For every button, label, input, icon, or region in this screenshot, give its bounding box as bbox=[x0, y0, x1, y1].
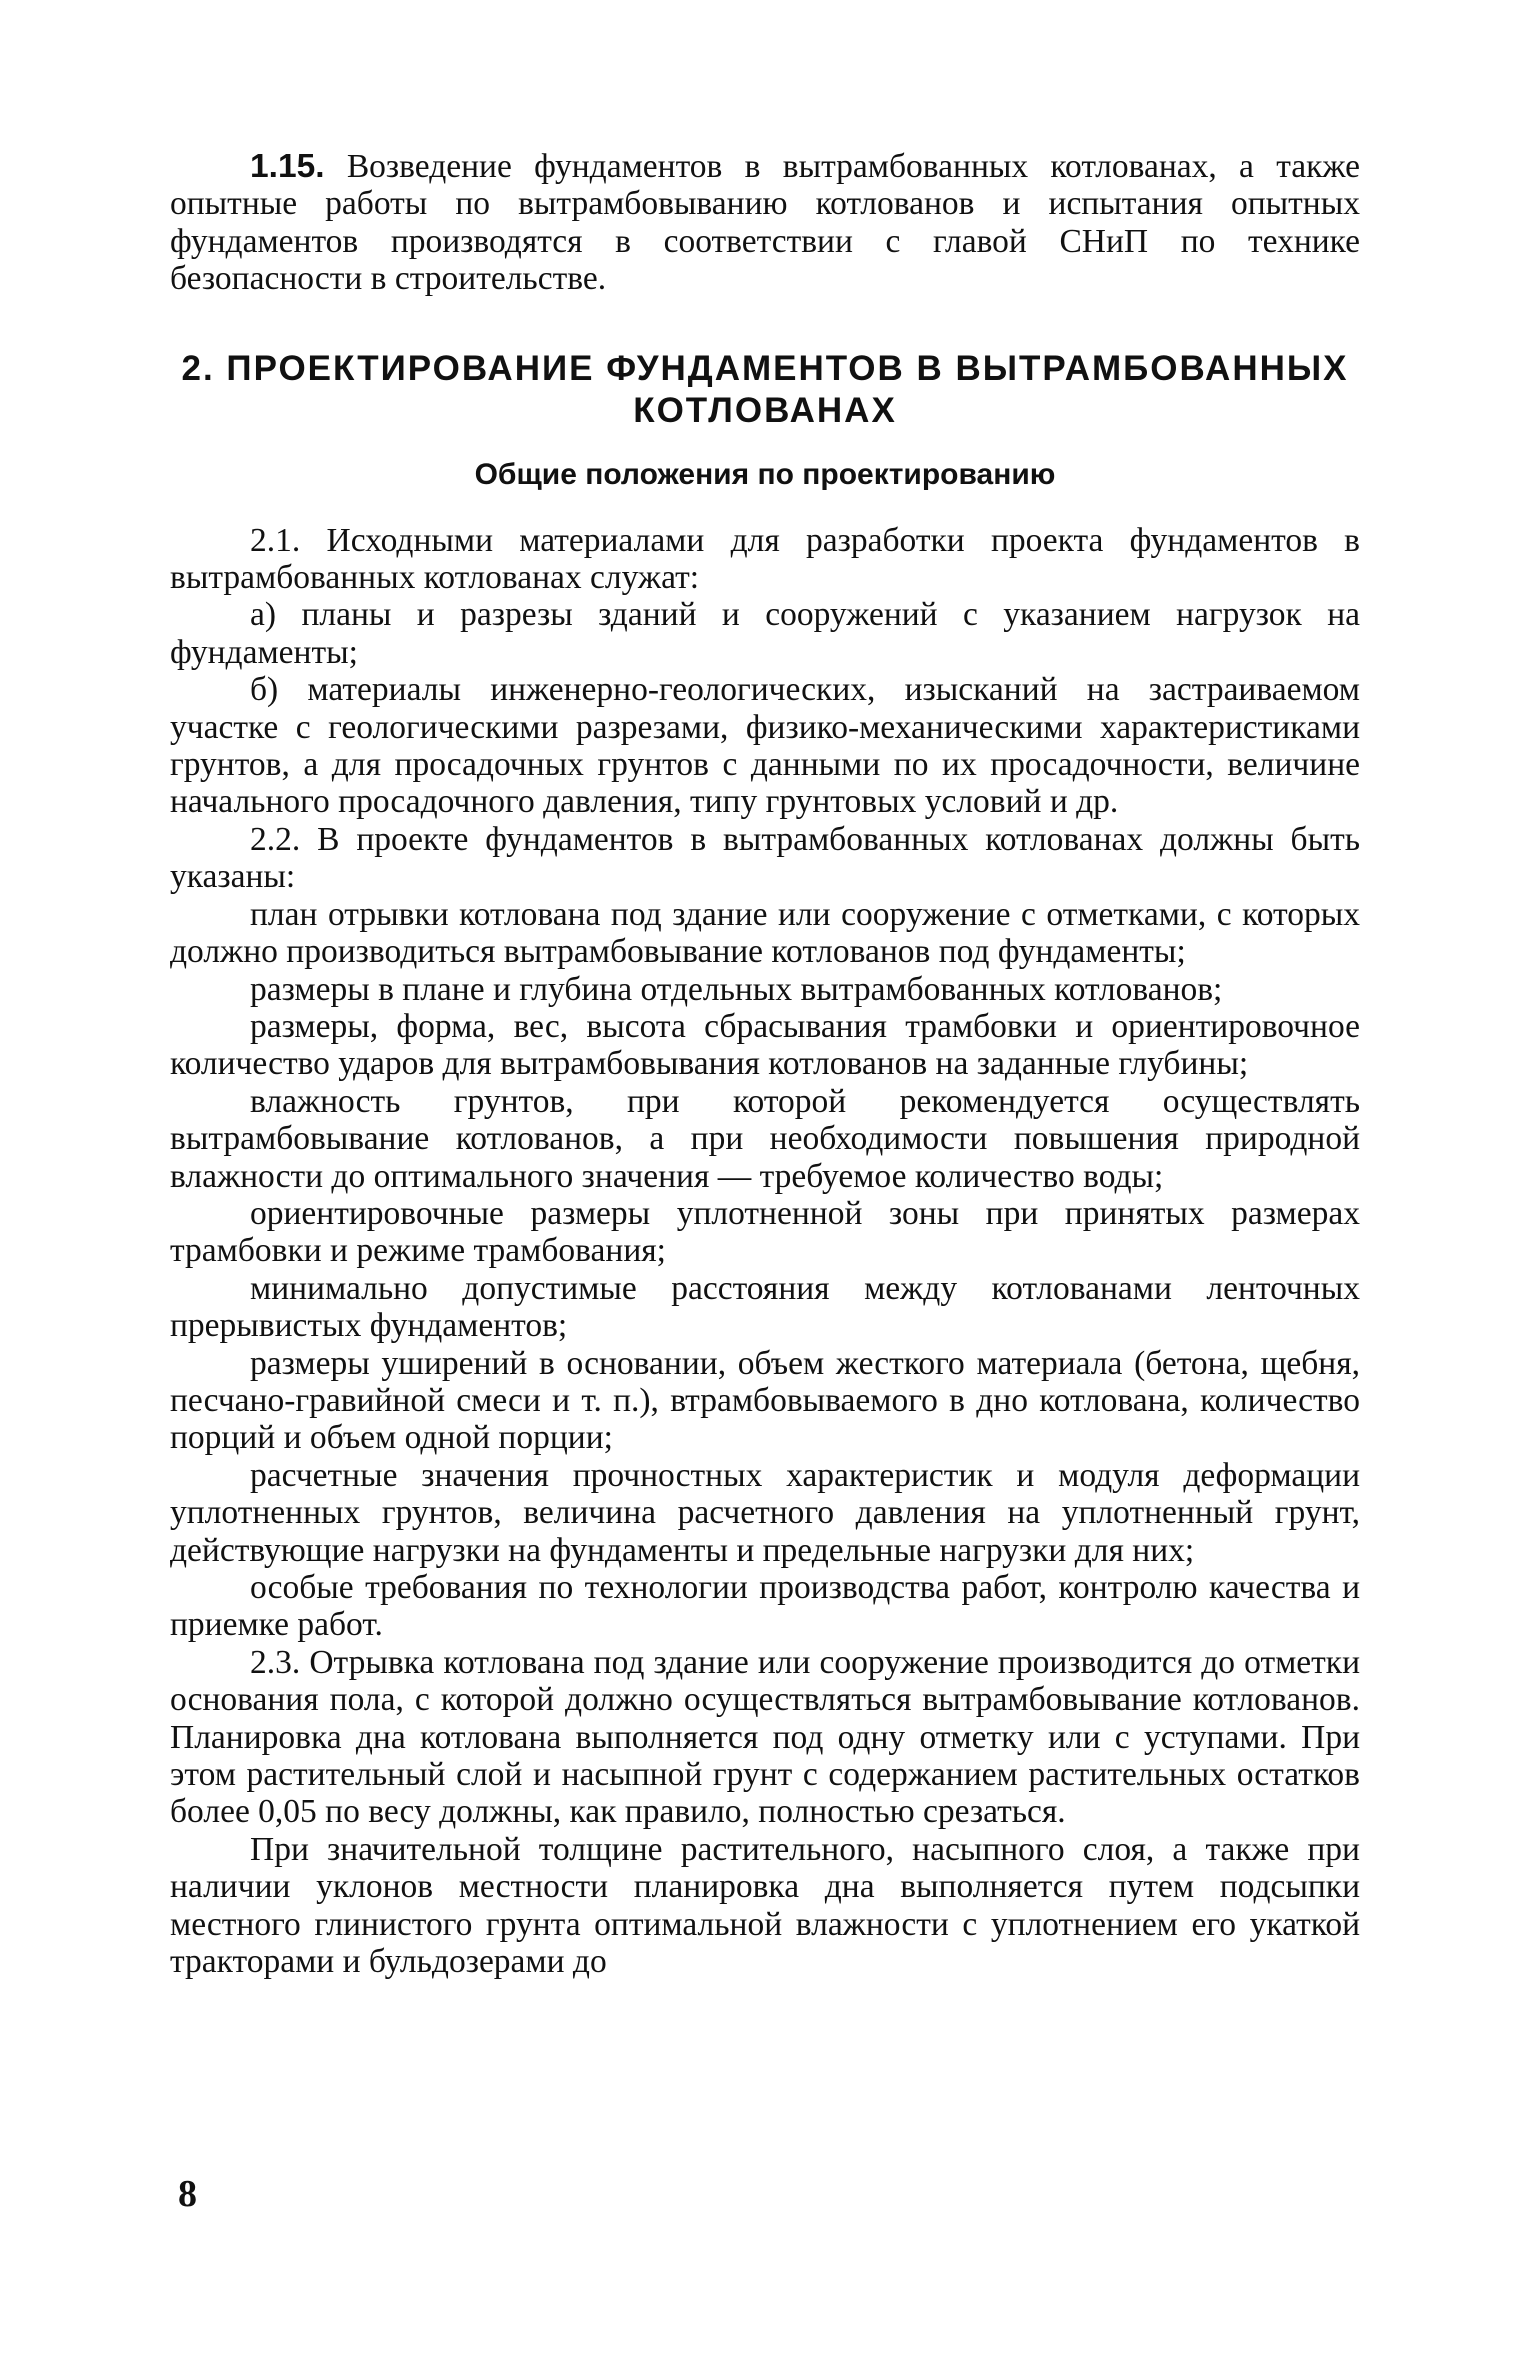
paragraph-2-1: 2.1. Исходными материалами для разработки проекта фундаментов в вытрамбованных котлованах служат: bbox=[170, 521, 1360, 597]
page-number: 8 bbox=[178, 2173, 197, 2215]
paragraph-number: 1.15. bbox=[250, 148, 325, 185]
paragraph-text: Возведение фундаментов в вытрамбованных котлованах, а также опытные работы по вытрамбовыванию котлованов и испытания опытных фундаментов производятся в соответствии с главой СНиП по технике безопасности в строительстве. bbox=[170, 148, 1360, 298]
list-item: размеры, форма, вес, высота сбрасывания трамбовки и ориентировочное количество ударов для вытрамбовывания котлованов на заданные глубины; bbox=[170, 1007, 1360, 1083]
list-item: влажность грунтов, при которой рекомендуется осуществлять вытрамбовывание котлованов, а при необходимости повышения природной влажности до оптимального значения — требуемое количество воды; bbox=[170, 1082, 1360, 1195]
section-subtitle: Общие положения по проектированию bbox=[474, 457, 1056, 491]
list-item-a: а) планы и разрезы зданий и сооружений с указанием нагрузок на фундаменты; bbox=[170, 596, 1360, 671]
list-item: минимально допустимые расстояния между котлованами ленточных прерывистых фундаментов; bbox=[170, 1269, 1360, 1345]
list-item: размеры в плане и глубина отдельных вытрамбованных котлованов; bbox=[250, 970, 1223, 1008]
list-item: ориентировочные размеры уплотненной зоны при принятых размерах трамбовки и режиме трамбования; bbox=[170, 1194, 1360, 1270]
section-title: 2. ПРОЕКТИРОВАНИЕ ФУНДАМЕНТОВ В ВЫТРАМБОВАННЫХ КОТЛОВАНАХ bbox=[181, 348, 1349, 430]
paragraph-2-3: 2.3. Отрывка котлована под здание или сооружение производится до отметки основания пола, с которой должно осуществляться вытрамбовывание котлованов. Планировка дна котлована выполняется под одну отметку или с уступами. При этом растительный слой и насыпной грунт с содержанием растительных остатков более 0,05 по весу должны, как правило, полностью срезаться. bbox=[170, 1643, 1360, 1831]
page-content bbox=[170, 148, 1360, 1980]
list-item: расчетные значения прочностных характеристик и модуля деформации уплотненных грунтов, величина расчетного давления на уплотненный грунт, действующие нагрузки на фундаменты и предельные нагрузки для них; bbox=[170, 1456, 1360, 1569]
list-item: план отрывки котлована под здание или сооружение с отметками, с которых должно производиться вытрамбовывание котлованов под фундаменты; bbox=[170, 895, 1360, 971]
list-item-b: б) материалы инженерно-геологических, изысканий на застраиваемом участке с геологическими разрезами, физико-механическими характеристиками грунтов, а для просадочных грунтов с данными по их просадочности, величине начального просадочного давления, типу грунтовых условий и др. bbox=[170, 671, 1360, 821]
list-item: размеры уширений в основании, объем жесткого материала (бетона, щебня, песчано-гравийной смеси и т. п.), втрамбовываемого в дно котлована, количество порций и объем одной порции; bbox=[170, 1344, 1360, 1457]
section-heading bbox=[170, 348, 1360, 494]
list-item: особые требования по технологии производства работ, контролю качества и приемке работ. bbox=[170, 1569, 1360, 1644]
paragraph-1-15 bbox=[170, 148, 1360, 298]
paragraph-2-2: 2.2. В проекте фундаментов в вытрамбованных котлованах должны быть указаны: bbox=[170, 820, 1360, 896]
paragraph-2-3-continued: При значительной толщине растительного, насыпного слоя, а также при наличии уклонов местности планировка дна выполняется путем подсыпки местного глинистого грунта оптимальной влажности с уплотнением его укаткой тракторами и бульдозерами до bbox=[170, 1830, 1360, 1981]
